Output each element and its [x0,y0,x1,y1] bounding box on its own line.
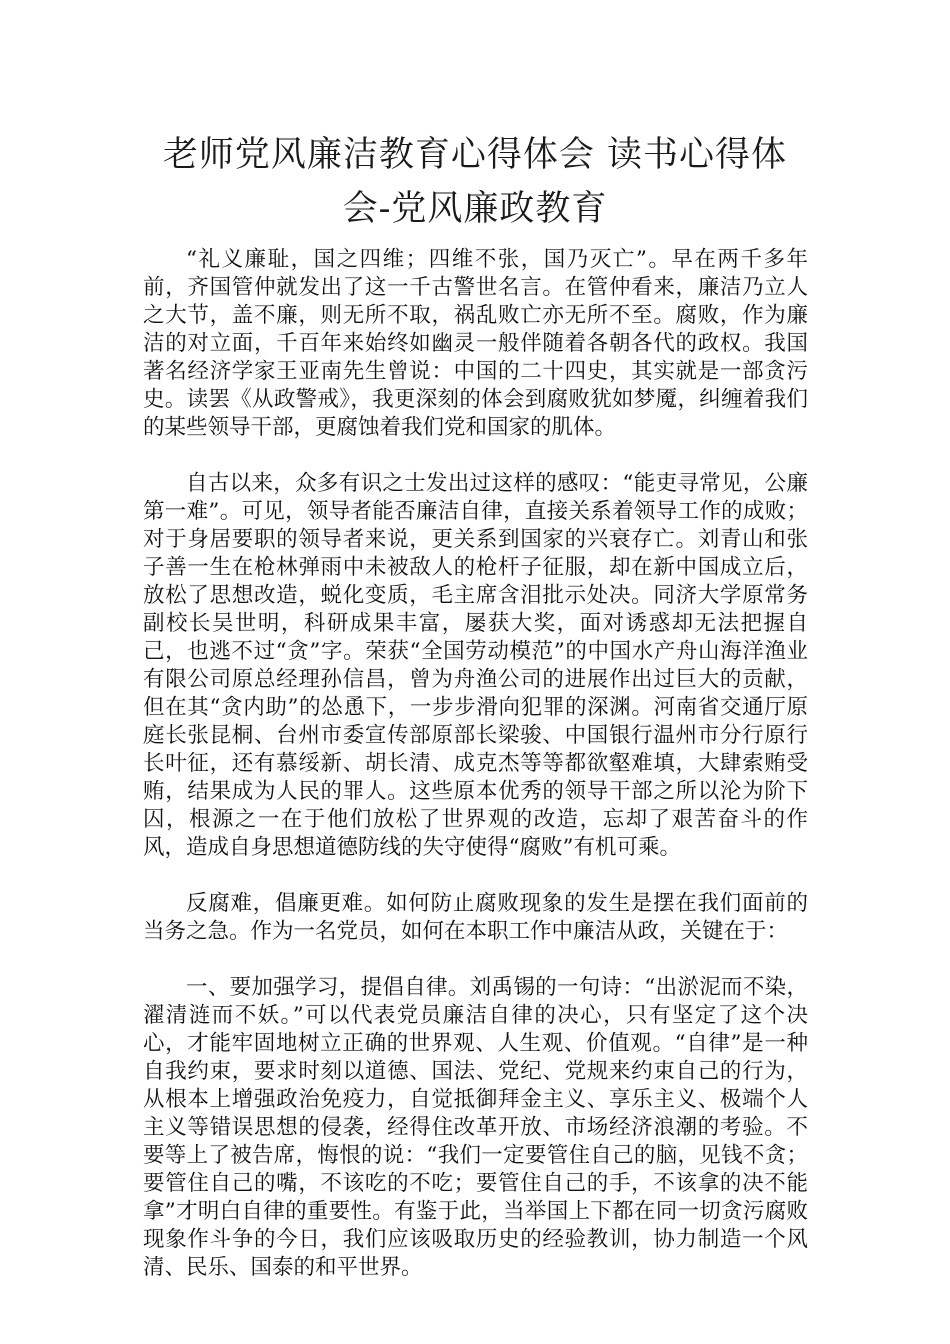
document-title [140,128,810,236]
document-body [143,246,808,1310]
paragraph-3: 反腐难，倡廉更难。如何防止腐败现象的发生是摆在我们面前的当务之急。作为一名党员，如何在本职工作中廉洁从政，关键在于： [143,891,808,944]
title-line-1: 老师党风廉洁教育心得体会 读书心得体 [162,135,788,175]
paragraph-4: 一、要加强学习，提倡自律。刘禹锡的一句诗：“出淤泥而不染，濯清涟而不妖。”可以代表党员廉洁自律的决心，只有坚定了这个决心，才能牢固地树立正确的世界观、人生观、价值观。“自律”是一种自我约束，要求时刻以道德、国法、党纪、党规来约束自己的行为，从根本上增强政治免疫力，自觉抵御拜金主义、享乐主义、极端个人主义等错误思想的侵袭，经得住改革开放、市场经济浪潮的考验。不要等上了被告席，悔恨的说：“我们一定要管住自己的脑，见钱不贪；要管住自己的嘴，不该吃的不吃；要管住自己的手，不该拿的决不能拿”才明白自律的重要性。有鉴于此，当举国上下都在同一切贪污腐败现象作斗争的今日，我们应该吸取历史的经验教训，协力制造一个风清、民乐、国泰的和平世界。 [143,975,808,1280]
paragraph-2: 自古以来，众多有识之士发出过这样的感叹：“能吏寻常见，公廉第一难”。可见，领导者能否廉洁自律，直接关系着领导工作的成败；对于身居要职的领导者来说，更关系到国家的兴衰存亡。刘青山和张子善一生在枪林弹雨中未被敌人的枪杆子征服，却在新中国成立后，放松了思想改造，蜕化变质，毛主席含泪批示处决。同济大学原常务副校长吴世明，科研成果丰富，屡获大奖，面对诱惑却无法把握自己，也逃不过“贪”字。荣获“全国劳动模范”的中国水产舟山海洋渔业有限公司原总经理孙信昌，曾为舟渔公司的进展作出过巨大的贡献，但在其“贪内助”的怂恿下，一步步滑向犯罪的深渊。河南省交通厅原庭长张昆桐、台州市委宣传部原部长梁骏、中国银行温州市分行原行长叶征，还有慕绥新、胡长清、成克杰等等都欲壑难填，大肆索贿受贿，结果成为人民的罪人。这些原本优秀的领导干部之所以沦为阶下囚，根源之一在于他们放松了世界观的改造，忘却了艰苦奋斗的作风，造成自身思想道德防线的失守使得“腐败”有机可乘。 [143,471,808,860]
paragraph-1: “礼义廉耻，国之四维；四维不张，国乃灭亡”。早在两千多年前，齐国管仲就发出了这一千古警世名言。在管仲看来，廉洁乃立人之大节，盖不廉，则无所不取，祸乱败亡亦无所不至。腐败，作为廉洁的对立面，千百年来始终如幽灵一般伴随着各朝各代的政权。我国著名经济学家王亚南先生曾说：中国的二十四史，其实就是一部贪污史。读罢《从政警戒》，我更深刻的体会到腐败犹如梦魇，纠缠着我们的某些领导干部，更腐蚀着我们党和国家的肌体。 [143,247,808,440]
title-line-2: 会-党风廉政教育 [342,189,608,229]
